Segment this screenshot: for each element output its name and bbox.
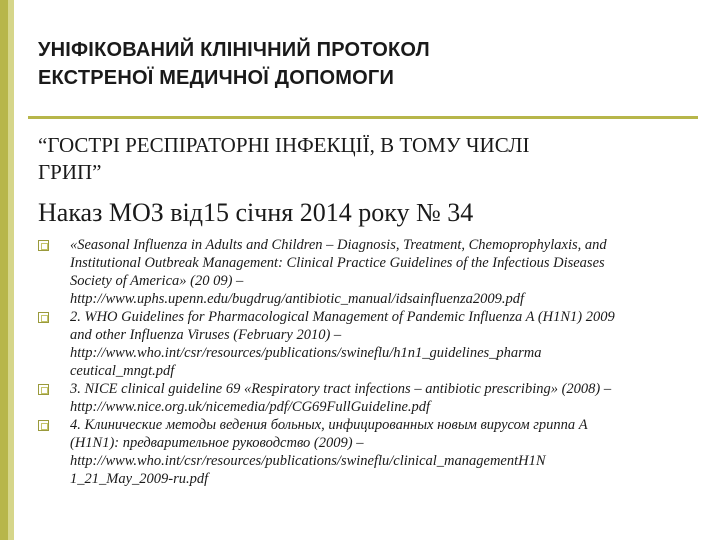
title-line-2: ЕКСТРЕНОЇ МЕДИЧНОЇ ДОПОМОГИ <box>38 67 395 89</box>
reference-line: Society of America» (20 09) – <box>70 273 244 289</box>
left-accent-bar <box>0 0 8 540</box>
reference-link[interactable]: ceutical_mngt.pdf <box>70 363 175 379</box>
square-bullet-icon <box>38 420 49 431</box>
reference-link[interactable]: 1_21_May_2009-ru.pdf <box>70 471 209 487</box>
reference-item <box>38 380 688 416</box>
reference-line: 3. NICE clinical guideline 69 «Respiratory tract infections – antibiotic prescribing» (2008) – <box>70 381 612 397</box>
reference-list <box>38 236 688 488</box>
reference-line: Institutional Outbreak Management: Clinical Practice Guidelines of the Infectious Diseases <box>70 255 605 271</box>
reference-link[interactable]: http://www.who.int/csr/resources/publications/swineflu/h1n1_guidelines_pharma <box>70 345 542 361</box>
reference-link[interactable]: http://www.uphs.upenn.edu/bugdrug/antibiotic_manual/idsainfluenza2009.pdf <box>70 291 525 307</box>
reference-line: «Seasonal Influenza in Adults and Children – Diagnosis, Treatment, Chemoprophylaxis, and <box>70 237 607 253</box>
subtitle-line-2: ГРИП” <box>38 160 102 184</box>
reference-line: 2. WHO Guidelines for Pharmacological Management of Pandemic Influenza A (H1N1) 2009 <box>70 309 615 325</box>
subtitle-line-1: “ГОСТРІ РЕСПІРАТОРНІ ІНФЕКЦІЇ, В ТОМУ ЧИСЛІ <box>38 133 530 157</box>
reference-line: and other Influenza Viruses (February 2010) – <box>70 327 342 343</box>
order-reference: Наказ МОЗ від15 січня 2014 року № 34 <box>38 198 474 227</box>
square-bullet-icon <box>38 240 49 251</box>
reference-line: 4. Клинические методы ведения больных, инфицированных новым вирусом гриппа А <box>70 417 588 433</box>
reference-link[interactable]: http://www.nice.org.uk/nicemedia/pdf/CG69FullGuideline.pdf <box>70 399 431 415</box>
title-line-1: УНІФІКОВАНИЙ КЛІНІЧНИЙ ПРОТОКОЛ <box>38 39 430 61</box>
reference-link[interactable]: http://www.who.int/csr/resources/publications/swineflu/clinical_managementH1N <box>70 453 546 469</box>
reference-line: (H1N1): предварительное руководство (2009) – <box>70 435 364 451</box>
slide-subtitle <box>38 132 678 186</box>
reference-item <box>38 236 688 308</box>
title-divider <box>28 116 698 119</box>
slide-title <box>38 36 678 92</box>
reference-item <box>38 416 688 488</box>
reference-item <box>38 308 688 380</box>
square-bullet-icon <box>38 384 49 395</box>
square-bullet-icon <box>38 312 49 323</box>
left-accent-bar-light <box>8 0 14 540</box>
